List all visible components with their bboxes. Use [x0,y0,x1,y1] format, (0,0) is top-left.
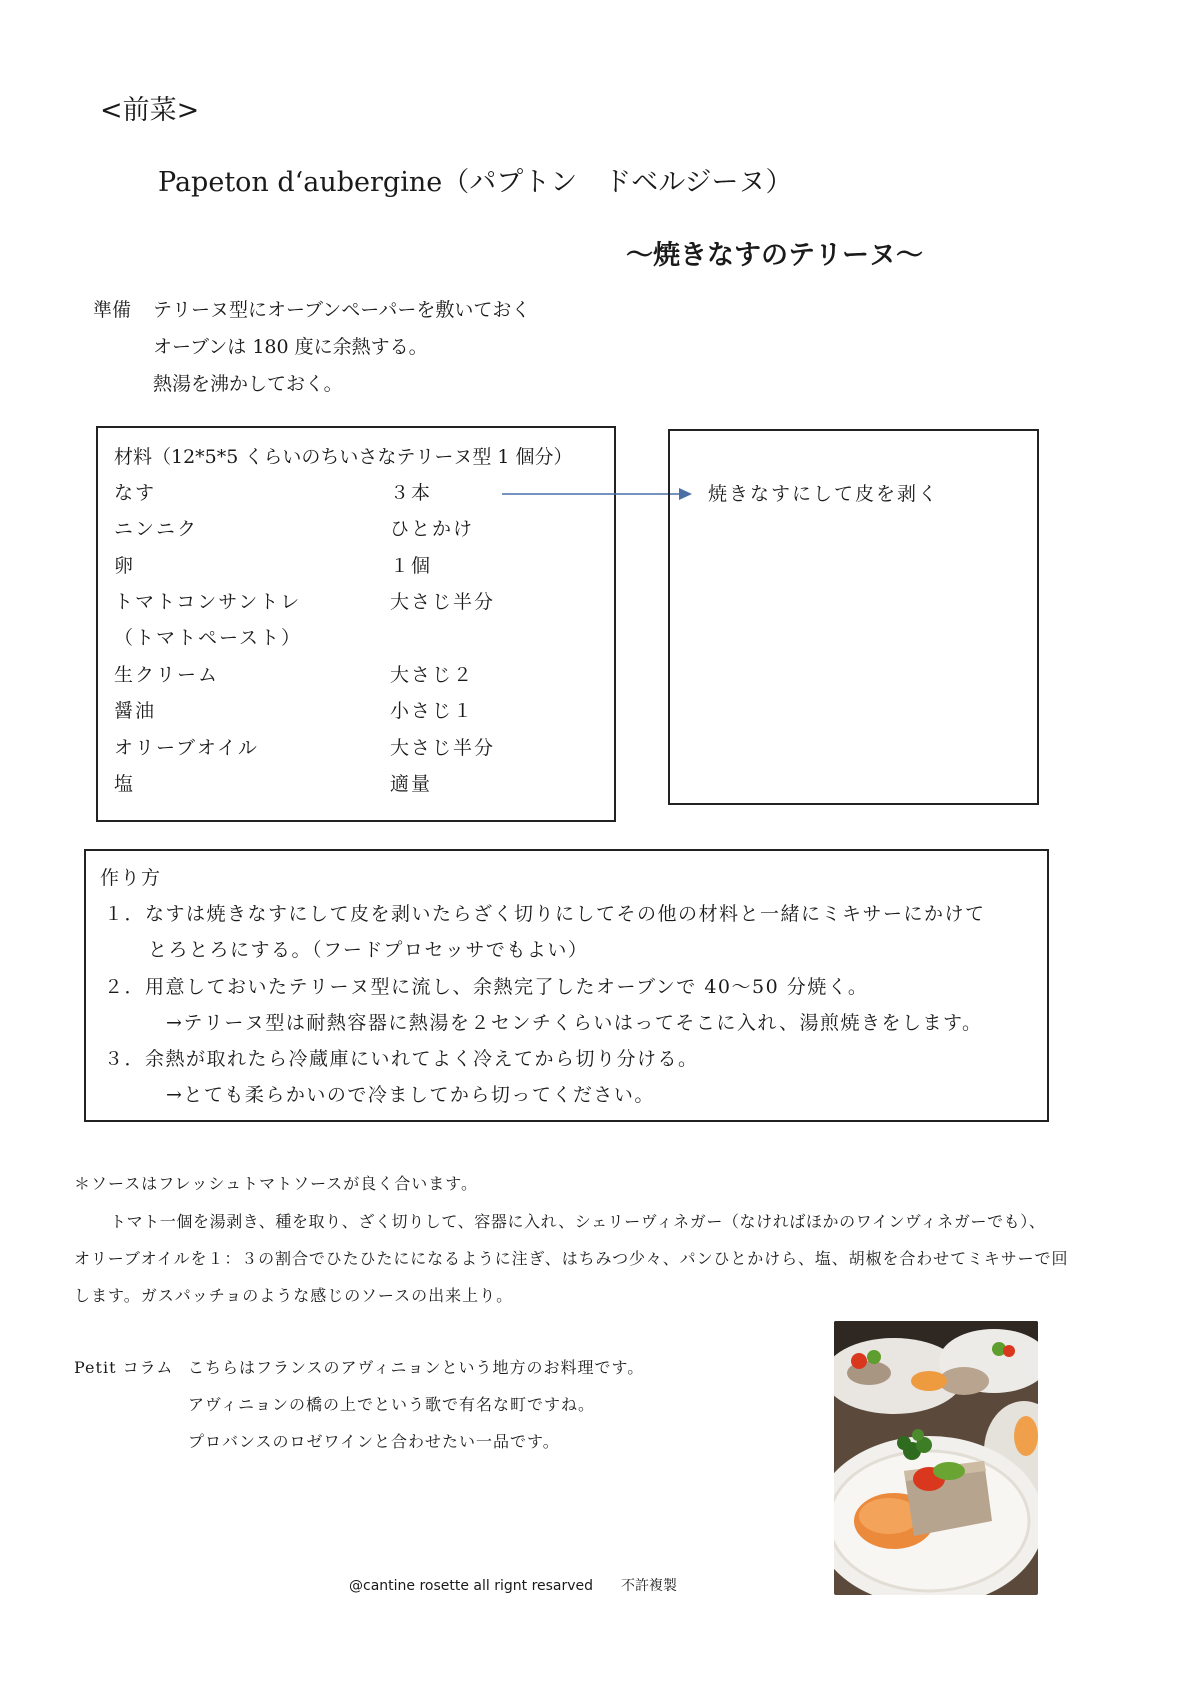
ingredient-name: 醤油 [114,700,157,722]
column-line: こちらはフランスのアヴィニョンという地方のお料理です。 [188,1358,645,1377]
ingredient-qty: １個 [390,555,433,577]
ingredient-qty: 適量 [390,773,433,795]
ingredient-name: トマトコンサントレ [114,591,302,613]
dish-photo-illustration [834,1321,1038,1595]
ingredient-name: なす [114,482,157,504]
ingredient-name: オリーブオイル [114,737,259,759]
ingredients-header: 材料（12*5*5 くらいのちいさなテリーヌ型 1 個分） [114,446,573,468]
method-step: →とても柔らかいので冷ましてから切ってください。 [166,1084,655,1106]
preparation-line: 熱湯を沸かしておく。 [153,373,343,395]
ingredient-qty: 大さじ半分 [390,591,496,613]
ingredient-name: 生クリーム [114,664,220,686]
preparation-label: 準備 [93,299,132,321]
ingredient-qty: ３本 [390,482,433,504]
ingredient-qty: 大さじ２ [390,664,475,686]
sauce-note: トマト一個を湯剥き、種を取り、ざく切りして、容器に入れ、シェリーヴィネガー（なければほかのワインヴィネガーでも）、 [110,1212,1046,1231]
dish-name: Papeton d‘aubergine（パプトン ドベルジーヌ） [158,167,793,198]
ingredient-name: 塩 [114,773,136,795]
method-step: とろとろにする。（フードプロセッサでもよい） [148,939,589,961]
sauce-note: ＊ソースはフレッシュトマトソースが良く合います。 [74,1174,479,1193]
ingredient-qty: ひとかけ [390,518,475,540]
method-box [84,849,1049,1122]
ingredient-name: ニンニク [114,518,199,540]
dish-subtitle: 〜焼きなすのテリーヌ〜 [626,240,923,271]
note-box [668,429,1039,805]
preparation-line: テリーヌ型にオーブンペーパーを敷いておく [153,299,531,321]
column-line: アヴィニョンの橋の上でという歌で有名な町ですね。 [188,1395,596,1414]
section-title: <前菜> [100,95,200,126]
ingredient-qty: 大さじ半分 [390,737,496,759]
sauce-note: オリーブオイルを１：３の割合でひたひたにになるように注ぎ、はちみつ少々、パンひとかけら、塩、胡椒を合わせてミキサーで回 [74,1249,1069,1268]
ingredient-qty: 小さじ１ [390,700,475,722]
dish-photo [834,1321,1038,1595]
column-label: Petit コラム [74,1358,174,1377]
ingredient-name: 卵 [114,555,136,577]
sauce-note: します。ガスパッチョのような感じのソースの出来上り。 [74,1286,514,1305]
method-step: ３．余熱が取れたら冷蔵庫にいれてよく冷えてから切り分ける。 [104,1048,699,1070]
method-step: １．なすは焼きなすにして皮を剥いたらざく切りにしてその他の材料と一緒にミキサーにかけて [104,903,986,925]
method-step: ２．用意しておいたテリーヌ型に流し、余熱完了したオーブンで 40〜50 分焼く。 [104,976,869,998]
method-title: 作り方 [100,867,162,889]
note-text: 焼きなすにして皮を剥く [708,483,940,505]
copyright: @cantine rosette all rignt resarved 不許複製 [349,1578,678,1594]
method-step: →テリーヌ型は耐熱容器に熱湯を２センチくらいはってそこに入れ、湯煎焼きをします。 [166,1012,983,1034]
preparation-line: オーブンは 180 度に余熱する。 [153,336,428,358]
ingredient-name: （トマトペースト） [114,627,303,649]
column-line: プロバンスのロゼワインと合わせたい一品です。 [188,1432,560,1451]
